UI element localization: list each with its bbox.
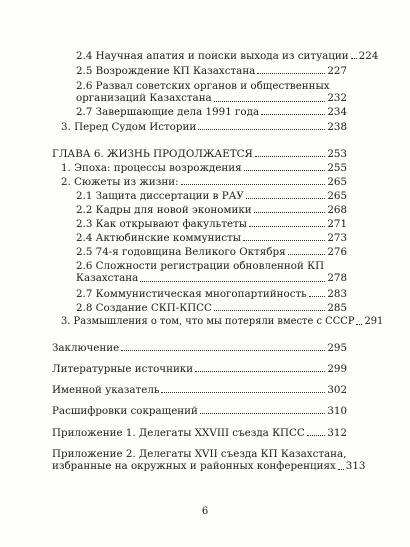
dot-leader bbox=[261, 114, 325, 115]
toc-entry-title: Приложение 1. Делегаты XXVIII съезда КПСС bbox=[52, 427, 305, 439]
dot-leader bbox=[249, 226, 325, 227]
toc-entry-page: 227 bbox=[327, 65, 347, 77]
toc-entry-title: Заключение bbox=[52, 342, 120, 354]
toc-entry-title-continuation: организаций Казахстана bbox=[76, 92, 212, 105]
toc-entry bbox=[76, 260, 347, 285]
toc-entry-title: 3. Перед Судом Истории bbox=[61, 121, 197, 133]
toc-entry-title: ГЛАВА 6. ЖИЗНЬ ПРОДОЛЖАЕТСЯ bbox=[52, 148, 253, 160]
dot-leader bbox=[307, 435, 326, 436]
toc-entry bbox=[61, 121, 347, 133]
toc-entry-title: 2.5 74-я годовщина Великого Октября bbox=[76, 246, 286, 258]
dot-leader bbox=[309, 296, 326, 297]
toc-entry bbox=[76, 190, 347, 202]
toc-entry-title: 2.4 Актюбинские коммунисты bbox=[76, 232, 241, 244]
dot-leader bbox=[338, 469, 344, 470]
toc-entry-page: 224 bbox=[358, 50, 379, 62]
dot-leader bbox=[214, 310, 325, 311]
dot-leader bbox=[214, 101, 326, 102]
toc-entry-title: 1. Эпоха: процессы возрождения bbox=[61, 162, 242, 174]
toc-entry-title: 2.5 Возрождение КП Казахстана bbox=[76, 65, 256, 77]
toc-entry-title: 2.7 Завершающие дела 1991 года bbox=[76, 106, 260, 118]
toc-entry-page: 313 bbox=[345, 460, 366, 473]
toc-entry-title: Приложение 2. Делегаты XVII съезда КП Казахстана, bbox=[52, 448, 347, 460]
dot-leader bbox=[198, 129, 325, 130]
toc-entry-page: 238 bbox=[327, 121, 347, 133]
toc-entry-page: 273 bbox=[327, 232, 347, 244]
toc-entry-title: 2.8 Создание СКП-КПСС bbox=[76, 302, 212, 314]
toc-entry bbox=[61, 162, 347, 174]
toc-entry bbox=[52, 342, 347, 354]
toc-entry-page: 232 bbox=[327, 92, 347, 105]
toc-entry-page: 285 bbox=[327, 302, 347, 314]
toc-entry bbox=[76, 50, 379, 62]
toc-entry-title: 2.6 Сложности регистрации обновленной КП bbox=[76, 260, 325, 272]
toc-entry-title: 3. Размышления о том, что мы потеряли вместе с СССР bbox=[61, 316, 355, 327]
dot-leader bbox=[351, 58, 357, 59]
toc-entry-page: 253 bbox=[327, 148, 347, 160]
dot-leader bbox=[140, 281, 325, 282]
toc-entry bbox=[76, 106, 347, 118]
toc-entry-page: 299 bbox=[327, 363, 347, 375]
toc-entry-chapter bbox=[52, 148, 347, 160]
toc-entry-title-continuation: избранные на окружных и районных конференциях bbox=[52, 460, 336, 473]
toc-entry-title-continuation: Казахстана bbox=[76, 272, 139, 285]
toc-entry-page: 295 bbox=[327, 342, 347, 354]
toc-entry-page: 283 bbox=[327, 288, 347, 300]
toc-entry-title: 2. Сюжеты из жизни: bbox=[61, 176, 179, 188]
dot-leader bbox=[195, 371, 325, 372]
toc-entry bbox=[76, 65, 347, 77]
dot-leader bbox=[254, 212, 326, 213]
page-number: 6 bbox=[201, 506, 209, 517]
toc-entry bbox=[76, 80, 347, 105]
toc-entry bbox=[52, 448, 366, 473]
toc-entry-page: 310 bbox=[327, 405, 347, 417]
toc-entry-page: 291 bbox=[364, 316, 384, 327]
toc-entry-title: 2.4 Научная апатия и поиски выхода из ситуации bbox=[76, 50, 349, 62]
toc-entry-page: 312 bbox=[327, 427, 347, 439]
toc-entry bbox=[61, 176, 347, 188]
dot-leader bbox=[243, 240, 325, 241]
toc-entry-title: 2.6 Развал советских органов и общественных bbox=[76, 80, 330, 92]
toc-entry-page: 302 bbox=[327, 384, 347, 396]
toc-entry-title: Литературные источники bbox=[52, 363, 194, 375]
dot-leader bbox=[244, 170, 326, 171]
toc-entry bbox=[61, 316, 384, 328]
toc-entry bbox=[76, 246, 347, 258]
toc-entry bbox=[76, 232, 347, 244]
toc-entry bbox=[52, 427, 347, 439]
dot-leader bbox=[255, 156, 326, 157]
toc-entry-page: 255 bbox=[327, 162, 347, 174]
toc-entry-title: 2.3 Как открывают факультеты bbox=[76, 218, 247, 230]
toc-entry-page: 234 bbox=[327, 106, 347, 118]
dot-leader bbox=[161, 392, 325, 393]
toc-entry bbox=[76, 204, 347, 216]
dot-leader bbox=[121, 350, 325, 351]
toc-entry bbox=[52, 363, 347, 375]
toc-entry bbox=[52, 405, 347, 417]
toc-entry bbox=[52, 384, 347, 396]
dot-leader bbox=[288, 254, 326, 255]
toc-entry-title: Именной указатель bbox=[52, 384, 160, 396]
toc-entry-page: 276 bbox=[327, 246, 347, 258]
toc-entry-page: 271 bbox=[327, 218, 347, 230]
dot-leader bbox=[356, 324, 362, 325]
toc-entry bbox=[76, 288, 347, 300]
toc-entry-page: 268 bbox=[327, 204, 347, 216]
toc-entry-title: 2.7 Коммунистическая многопартийность bbox=[76, 288, 307, 300]
toc-entry-title: 2.2 Кадры для новой экономики bbox=[76, 204, 252, 216]
dot-leader bbox=[181, 184, 326, 185]
toc-entry-page: 278 bbox=[327, 272, 347, 285]
toc-entry-page: 265 bbox=[327, 190, 347, 202]
dot-leader bbox=[257, 73, 325, 74]
toc-entry-page: 265 bbox=[327, 176, 347, 188]
toc-entry-title: 2.1 Защита диссертации в РАУ bbox=[76, 190, 244, 202]
toc-entry bbox=[76, 218, 347, 230]
toc-entry bbox=[76, 302, 347, 314]
dot-leader bbox=[200, 413, 325, 414]
toc-entry-title: Расшифровки сокращений bbox=[52, 405, 198, 417]
dot-leader bbox=[246, 198, 325, 199]
